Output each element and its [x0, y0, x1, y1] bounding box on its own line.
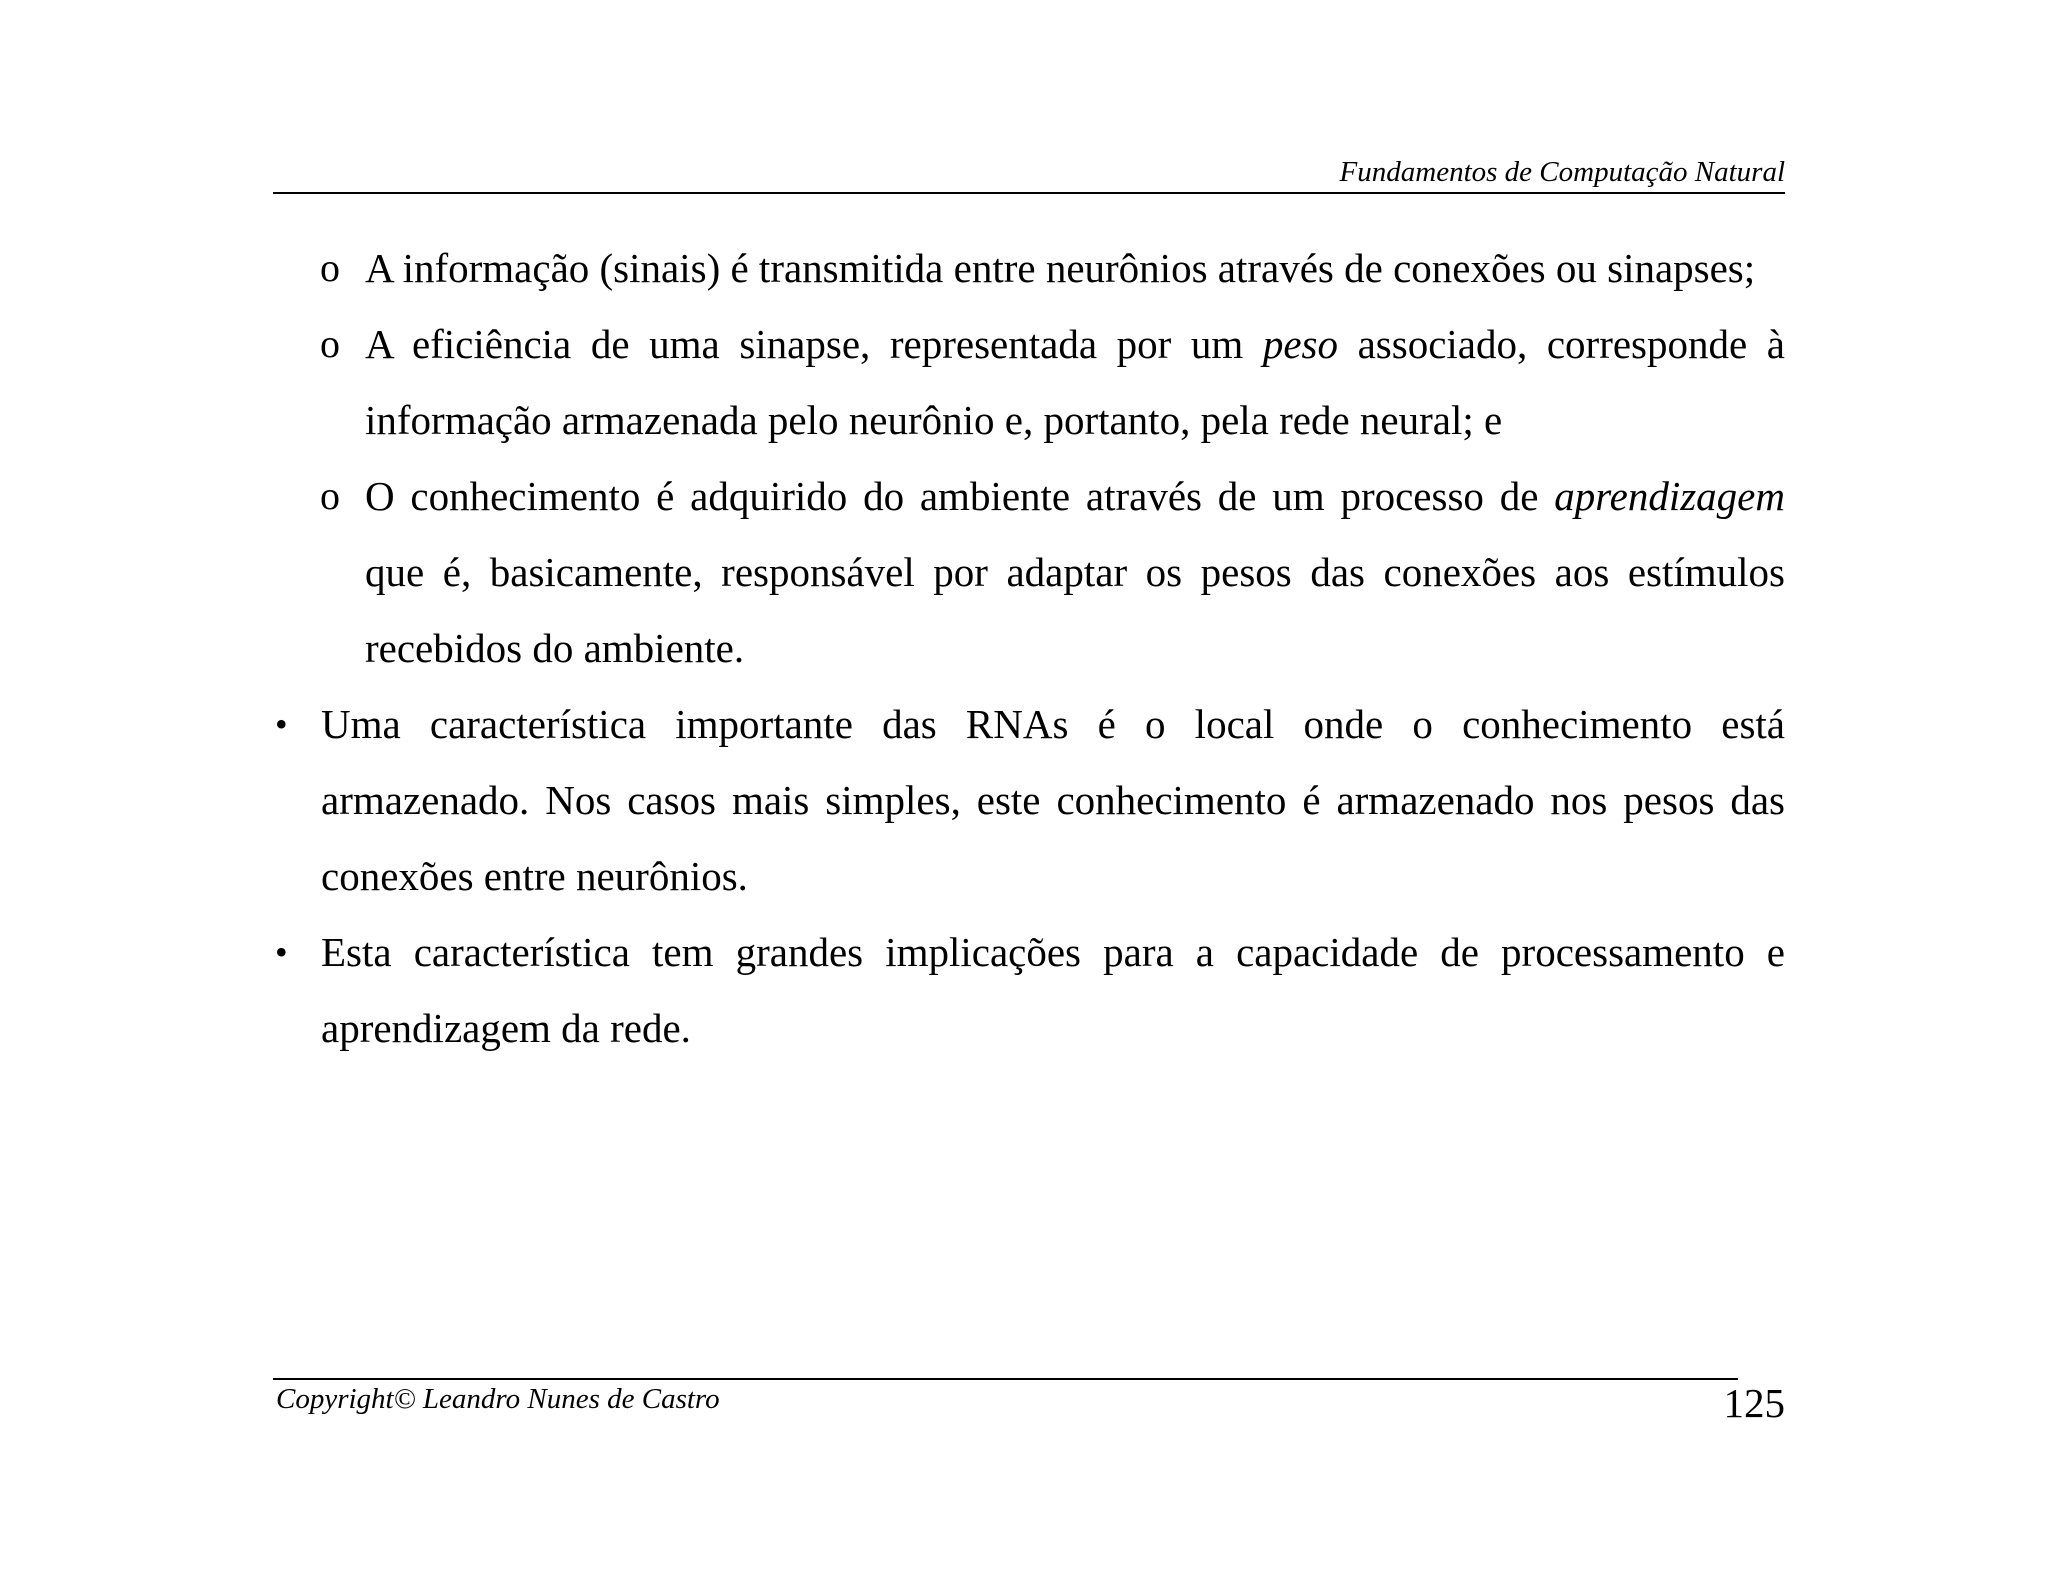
footer-rule	[273, 1378, 1738, 1380]
emphasis-term: peso	[1262, 321, 1339, 367]
bullet-dot-icon: •	[275, 704, 288, 744]
circle-bullet-icon: o	[320, 245, 340, 290]
circle-bullet-icon: o	[320, 321, 340, 366]
bullet-text: Uma característica importante das RNAs é o local onde o conhecimento está armazenado. Nos casos mais simples, este conhecimento é armazenado nos pesos das conexões entre neurônios.	[321, 701, 1785, 899]
page-number: 125	[1723, 1380, 1785, 1426]
text-segment: O conhecimento é adquirido do ambiente através de um processo de	[365, 473, 1555, 519]
header-title: Fundamentos de Computação Natural	[1339, 156, 1785, 188]
circle-bullet-icon: o	[320, 473, 340, 518]
text-segment: A eficiência de uma sinapse, representada por um	[365, 321, 1263, 367]
page-body	[273, 230, 1785, 1066]
bullet-item	[275, 914, 1785, 1066]
sub-bullet-item	[320, 458, 1785, 686]
sub-bullet-item	[320, 230, 1785, 306]
sub-bullet-text	[365, 306, 1785, 458]
text-segment: que é, basicamente, responsável por adaptar os pesos das conexões aos estímulos recebidos do ambiente.	[365, 549, 1785, 671]
footer-copyright: Copyright© Leandro Nunes de Castro	[276, 1383, 720, 1415]
bullet-dot-icon: •	[275, 932, 288, 972]
sub-bullet-item	[320, 306, 1785, 458]
bullet-item	[275, 686, 1785, 914]
emphasis-term: aprendizagem	[1554, 473, 1785, 519]
sub-bullet-text: A informação (sinais) é transmitida entre neurônios através de conexões ou sinapses;	[365, 245, 1756, 291]
text-segment: associado, corresponde à informação armazenada pelo neurônio e, portanto, pela rede neural; e	[365, 321, 1785, 443]
header-rule	[273, 192, 1785, 194]
sub-bullet-text	[365, 458, 1785, 686]
bullet-text: Esta característica tem grandes implicações para a capacidade de processamento e aprendizagem da rede.	[321, 929, 1785, 1051]
